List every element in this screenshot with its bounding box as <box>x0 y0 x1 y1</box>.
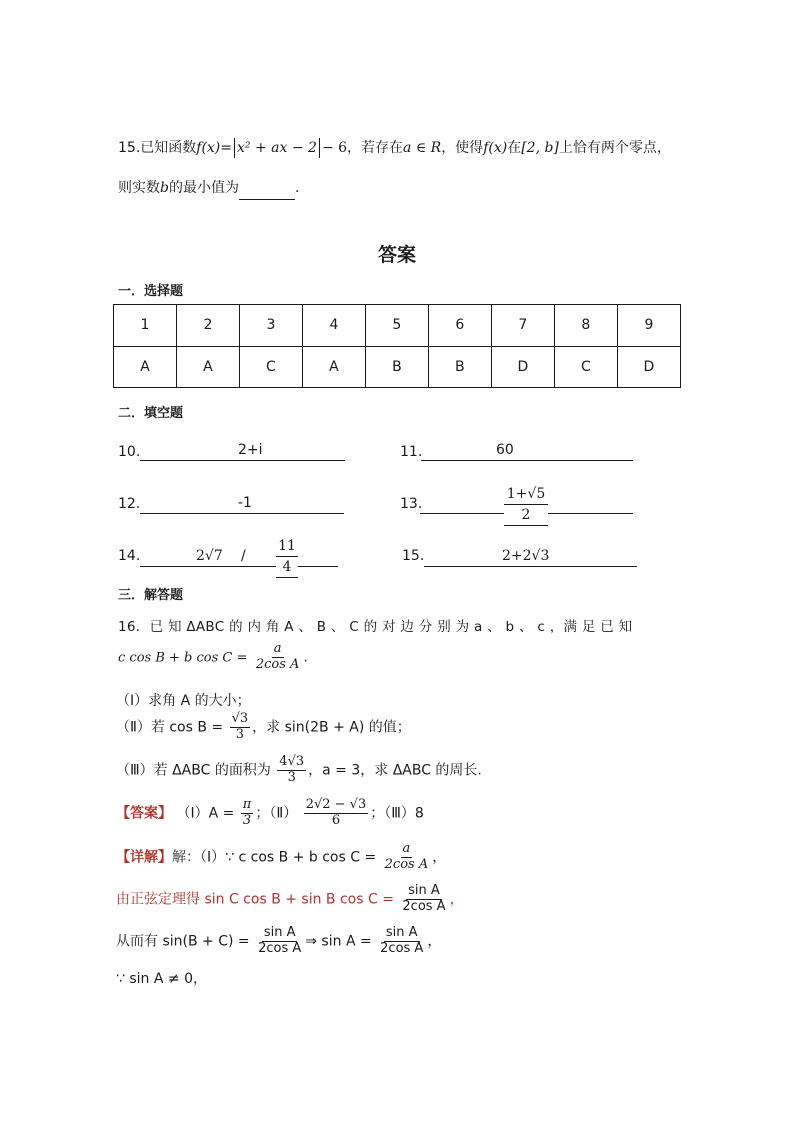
q15-minus6: − 6 <box>321 140 348 156</box>
l3-den2: 2cos A <box>380 940 424 956</box>
fill-q10-line <box>140 442 345 461</box>
l3-num1: sin A <box>263 925 296 940</box>
l3-pre: 从而有 sin(B + C) = <box>116 933 250 950</box>
table-cell: 6 <box>428 305 491 347</box>
choice-answer-table <box>113 304 681 388</box>
solution-detail-line4: ∵ sin A ≠ 0， <box>116 971 207 987</box>
l3-end: ， <box>427 933 442 950</box>
answer-part1-num: π <box>242 797 252 812</box>
table-cell: 2 <box>176 305 239 347</box>
answer-part1-fraction <box>241 798 254 829</box>
l3-mid: ⇒ sin A = <box>305 933 372 950</box>
detail-fraction <box>383 842 431 873</box>
fill-q12-label: 12. <box>118 496 141 512</box>
solution-detail-line3 <box>116 926 441 957</box>
table-cell: 3 <box>239 305 302 347</box>
fill-q13-denominator: 2 <box>504 505 548 526</box>
answer-tag: 【答案】 <box>116 805 172 822</box>
table-cell: 9 <box>617 305 680 347</box>
q16-p2-num: √3 <box>231 711 249 726</box>
table-cell: C <box>239 346 302 388</box>
q16-p2-pre: （Ⅱ）若 cos B = <box>116 719 224 736</box>
q16-part2 <box>116 712 411 743</box>
q15-tail: 上恰有两个零点， <box>558 140 671 156</box>
fill-q14-denominator: 4 <box>276 557 298 578</box>
answer-part1: （Ⅰ）A = <box>176 805 235 822</box>
q16-p3-fraction <box>277 755 306 786</box>
q16-p3-pre: （Ⅲ）若 ΔABC 的面积为 <box>116 762 271 779</box>
fill-q13-line-left <box>420 495 504 514</box>
fill-q14-numerator: 11 <box>276 536 298 557</box>
q15-line2a: 则实数 <box>118 180 160 196</box>
q16-p2-fraction <box>230 712 251 743</box>
fill-q14-first-answer: 2√7 <box>196 548 223 564</box>
table-cell: B <box>428 346 491 388</box>
q15-answer-blank <box>239 181 295 200</box>
q15-fx2: f(x) <box>483 140 508 156</box>
q15-poly: x² + ax − 2 <box>237 140 317 156</box>
table-cell: D <box>617 346 680 388</box>
question-15-line2 <box>118 176 299 200</box>
section-fill-heading: 二．填空题 <box>118 406 184 421</box>
fill-q11-answer: 60 <box>496 442 514 458</box>
table-cell: C <box>554 346 617 388</box>
q16-condition <box>118 642 308 673</box>
q16-p2-den: 3 <box>235 726 245 742</box>
fill-q14-fraction <box>276 536 298 578</box>
l2-fraction <box>400 884 447 915</box>
q15-interval: [2, b] <box>521 140 559 156</box>
table-cell: A <box>176 346 239 388</box>
abs-bar-right <box>319 138 320 158</box>
q16-cond-den: 2cos A <box>255 656 300 672</box>
l3-fraction2 <box>378 926 425 957</box>
abs-bar-left <box>234 138 235 158</box>
fill-q13-numerator: 1+√5 <box>504 484 548 505</box>
table-cell: A <box>114 346 177 388</box>
table-cell: D <box>491 346 554 388</box>
fill-q10-answer: 2+i <box>238 442 263 458</box>
answer-part2-den: 6 <box>331 812 341 828</box>
l2-den: 2cos A <box>402 898 446 914</box>
l2-end: ， <box>449 891 464 908</box>
fill-q15-answer: 2+2√3 <box>502 548 550 564</box>
fill-q14-separator: / <box>241 548 246 564</box>
q16-p3-num: 4√3 <box>279 754 305 769</box>
solution-detail-line1 <box>116 842 446 873</box>
detail-num: a <box>402 841 411 856</box>
q15-mid1: ，若存在 <box>347 140 404 156</box>
fill-q11-line <box>421 442 633 461</box>
detail-end: ， <box>432 849 447 866</box>
q15-end: . <box>294 180 300 196</box>
q16-p2-post: ，求 sin(2B + A) 的值； <box>252 719 411 736</box>
q16-cond-num: a <box>273 641 282 656</box>
fill-q12-answer: -1 <box>238 495 252 511</box>
l2-num: sin A <box>408 883 440 898</box>
fill-q13-fraction <box>504 484 548 526</box>
q16-p3-den: 3 <box>287 769 296 785</box>
q15-mid2: ，使得 <box>441 140 484 156</box>
q16-line1: 16．已 知 ΔABC 的 内 角 A 、 B 、 C 的 对 边 分 别 为 a 、 b 、 c ，满 足 已 知 <box>118 619 633 635</box>
q16-p3-post: ，a = 3，求 ΔABC 的周长. <box>308 762 482 779</box>
q16-cond-fraction <box>254 642 302 673</box>
q15-b: b <box>160 180 169 196</box>
section-solve-heading: 三．解答题 <box>118 588 184 603</box>
answer-part2-num: 2√2 − √3 <box>305 797 367 812</box>
table-cell: 7 <box>491 305 554 347</box>
solution-answer-line <box>116 798 424 829</box>
q16-cond-end: . <box>303 649 308 666</box>
q15-aR: a ∈ R <box>403 140 442 156</box>
table-cell: 5 <box>365 305 428 347</box>
detail-text: 解：（Ⅰ）∵ c cos B + b cos C = <box>172 849 377 866</box>
q15-eq: = <box>220 140 233 156</box>
section-choice-heading: 一．选择题 <box>118 284 184 299</box>
fill-q14-label: 14. <box>118 548 141 564</box>
l3-den1: 2cos A <box>258 940 302 956</box>
table-cell: 8 <box>554 305 617 347</box>
q16-cond-lhs: c cos B + b cos C = <box>118 650 248 666</box>
fill-q14-line <box>140 548 338 567</box>
answer-part2-fraction <box>304 798 369 829</box>
q16-part3 <box>116 755 482 786</box>
detail-tag: 【详解】 <box>116 849 172 866</box>
fill-q13-label: 13. <box>400 496 423 512</box>
q15-line2b: 的最小值为 <box>168 180 239 196</box>
q15-prefix: 15.已知函数 <box>118 140 197 156</box>
table-cell: B <box>365 346 428 388</box>
fill-q13-line-right <box>548 495 633 514</box>
table-row-answers <box>114 346 681 388</box>
detail-den: 2cos A <box>384 856 429 872</box>
fill-q10-label: 10. <box>118 444 141 460</box>
answer-part2: ；（Ⅱ） <box>255 805 298 822</box>
l2-pre: 由正弦定理得 sin C cos B + sin B cos C = <box>116 891 394 908</box>
table-cell: 4 <box>302 305 365 347</box>
solution-detail-line2 <box>116 884 464 915</box>
table-cell: 1 <box>114 305 177 347</box>
q15-mid3: 在 <box>507 140 522 156</box>
q16-part1: （Ⅰ）求角 A 的大小； <box>116 693 251 709</box>
l3-fraction1 <box>256 926 303 957</box>
q15-fx: f(x) <box>196 140 221 156</box>
question-15-line1 <box>118 136 671 160</box>
table-row-numbers <box>114 305 681 347</box>
fill-q11-label: 11. <box>400 444 423 460</box>
l3-num2: sin A <box>385 925 418 940</box>
answer-part3: ；（Ⅲ）8 <box>370 805 424 822</box>
answer-part1-den: 3 <box>242 812 252 828</box>
table-cell: A <box>302 346 365 388</box>
fill-q15-label: 15. <box>402 548 425 564</box>
fill-q15-line <box>424 548 637 567</box>
fill-q12-line <box>140 495 344 514</box>
answer-title: 答案 <box>378 244 417 266</box>
